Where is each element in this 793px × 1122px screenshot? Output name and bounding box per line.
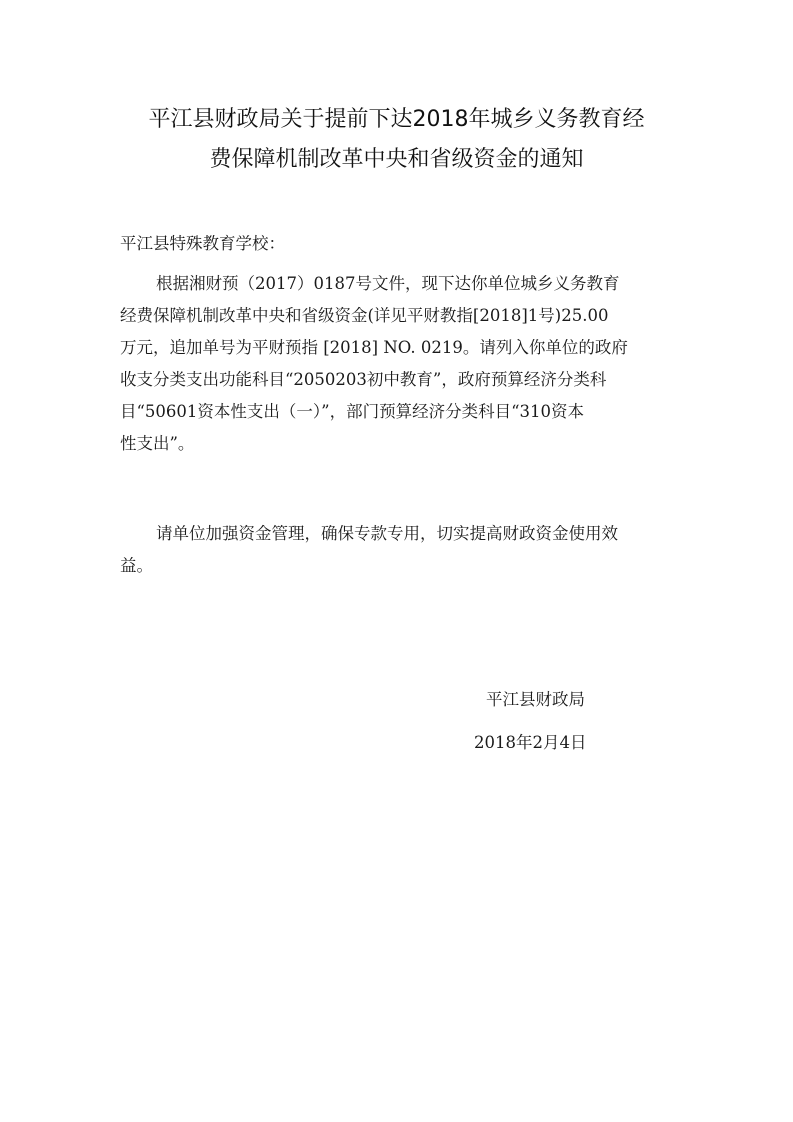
paragraph-line: 根据湘财预（2017）0187号文件，现下达你单位城乡义务教育 [156, 274, 620, 293]
paragraph-2 [120, 518, 680, 582]
document-title [80, 100, 713, 180]
paragraph-line: 目“50601资本性支出（一）”，部门预算经济分类科目“310资本 [120, 402, 585, 421]
paragraph-1 [120, 268, 680, 460]
paragraph-line: 益。 [120, 556, 153, 575]
salutation: 平江县特殊教育学校： [120, 234, 285, 253]
signature-organization: 平江县财政局 [486, 690, 585, 709]
paragraph-line: 性支出”。 [120, 434, 195, 453]
signature-date: 2018年2月4日 [474, 733, 587, 752]
paragraph-line: 万元，追加单号为平财预指 [2018] NO. 0219。请列入你单位的政府 [120, 338, 628, 357]
paragraph-line: 经费保障机制改革中央和省级资金(详见平财教指[2018]1号)25.00 [120, 306, 609, 325]
paragraph-line: 请单位加强资金管理，确保专款专用，切实提高财政资金使用效 [156, 524, 618, 543]
title-line-2: 费保障机制改革中央和省级资金的通知 [209, 147, 584, 172]
title-line-1: 平江县财政局关于提前下达2018年城乡义务教育经 [148, 107, 645, 132]
paragraph-line: 收支分类支出功能科目“2050203初中教育”，政府预算经济分类科 [120, 370, 607, 389]
